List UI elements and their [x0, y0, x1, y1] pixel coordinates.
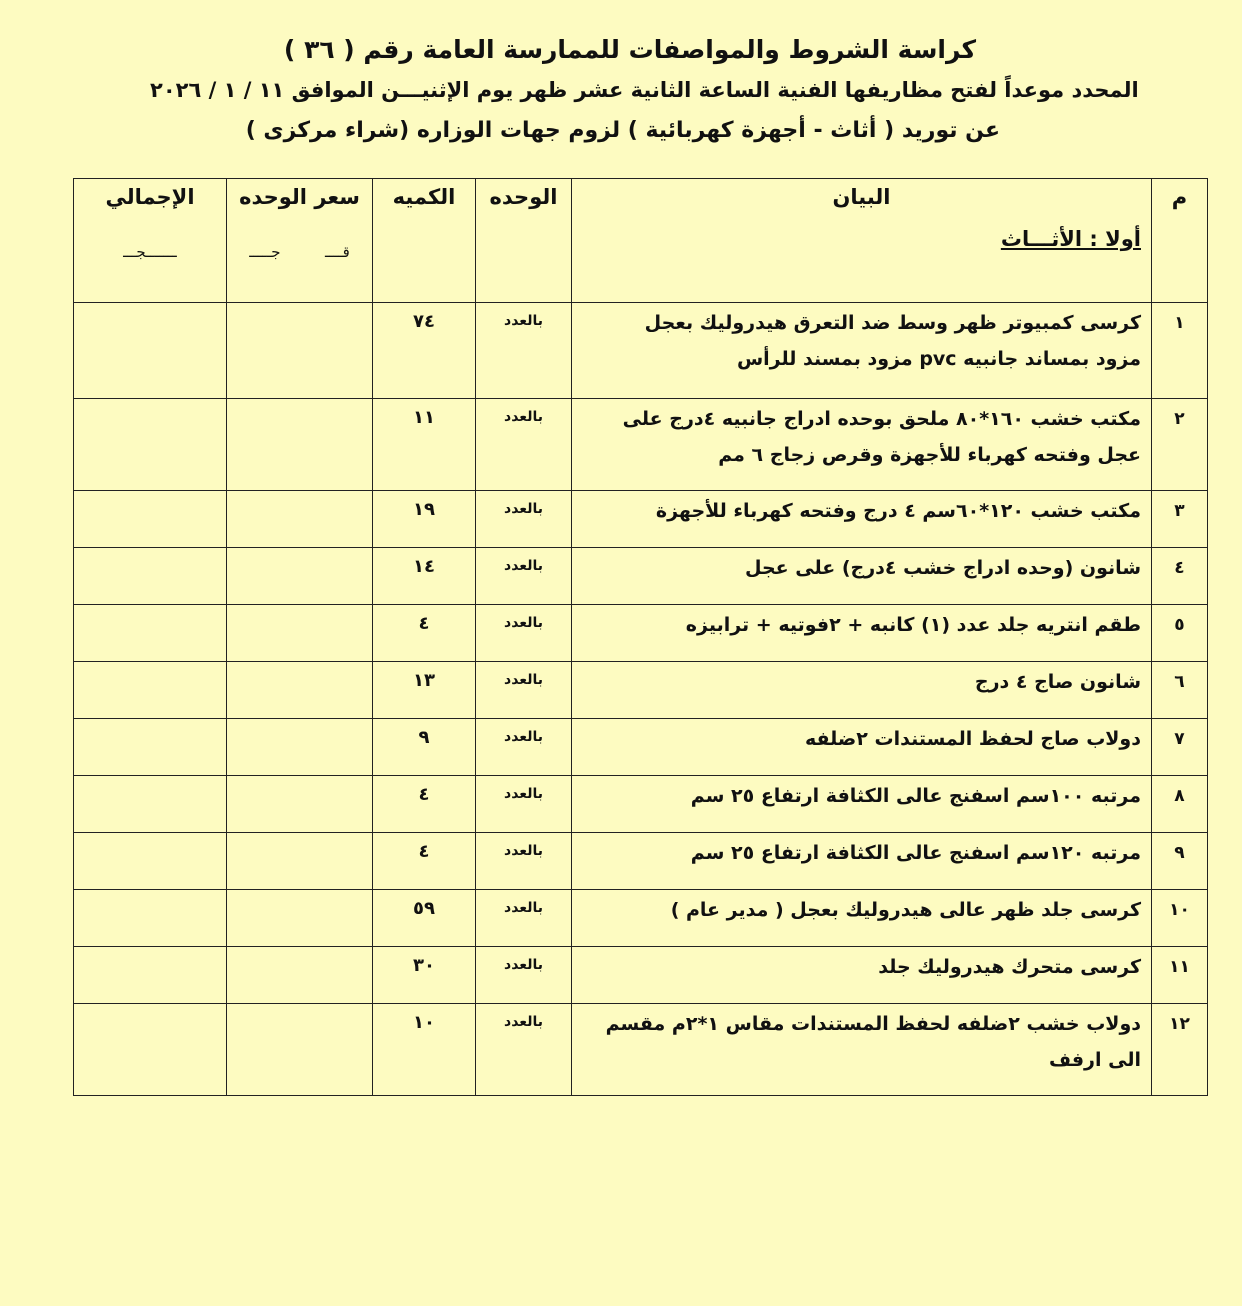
row-description: مرتبه ١٢٠سم اسفنج عالى الكثافة ارتفاع ٢٥ سم	[572, 833, 1152, 890]
row-description: شانون (وحده ادراج خشب ٤درج) على عجل	[572, 548, 1152, 605]
row-unit-price	[227, 662, 373, 719]
row-total	[74, 662, 227, 719]
table-row	[74, 947, 1208, 1004]
table-row	[74, 399, 1208, 491]
document-header	[120, 30, 1140, 152]
row-total	[74, 303, 227, 399]
row-unit-price	[227, 1004, 373, 1096]
price-currency-marks: قــــ جـــــ	[249, 243, 350, 261]
row-unit: بالعدد	[476, 719, 572, 776]
document-title: كراسة الشروط والمواصفات للممارسة العامة رقم ( ٣٦ )	[283, 35, 977, 64]
row-total	[74, 548, 227, 605]
row-number: ٨	[1152, 776, 1208, 833]
section-title: أولا : الأثـــاث	[1000, 227, 1141, 251]
header-unit-price: سعر الوحده قــــ جـــــ	[227, 179, 373, 303]
table-row	[74, 491, 1208, 548]
row-description: مكتب خشب ١٦٠*٨٠ ملحق بوحده ادراج جانبيه ٤درج على عجل وفتحه كهرباء للأجهزة وقرص زجاج ٦ مم	[572, 399, 1152, 491]
row-unit: بالعدد	[476, 890, 572, 947]
row-unit-price	[227, 719, 373, 776]
row-unit-price	[227, 776, 373, 833]
total-currency-mark: ـــــــجـــ	[123, 243, 177, 261]
row-unit: بالعدد	[476, 1004, 572, 1096]
header-description: البيان أولا : الأثـــاث	[572, 179, 1152, 303]
table-row	[74, 776, 1208, 833]
row-quantity: ٤	[373, 605, 476, 662]
row-description: شانون صاج ٤ درج	[572, 662, 1152, 719]
table-row	[74, 662, 1208, 719]
row-total	[74, 719, 227, 776]
items-table	[73, 178, 1208, 1096]
row-unit: بالعدد	[476, 399, 572, 491]
row-number: ٩	[1152, 833, 1208, 890]
row-quantity: ٩	[373, 719, 476, 776]
table-row	[74, 1004, 1208, 1096]
row-unit: بالعدد	[476, 303, 572, 399]
row-quantity: ١٩	[373, 491, 476, 548]
table-row	[74, 890, 1208, 947]
row-description: دولاب خشب ٢ضلفه لحفظ المستندات مقاس ١*٢م مقسم الى ارفف	[572, 1004, 1152, 1096]
row-unit-price	[227, 548, 373, 605]
supply-subject-line: عن توريد ( أثاث - أجهزة كهربائية ) لزوم جهات الوزاره (شراء مركزى )	[245, 118, 1000, 143]
row-number: ٣	[1152, 491, 1208, 548]
row-total	[74, 947, 227, 1004]
row-number: ١٠	[1152, 890, 1208, 947]
header-m: م	[1152, 179, 1208, 303]
row-quantity: ٤	[373, 833, 476, 890]
row-unit: بالعدد	[476, 548, 572, 605]
row-quantity: ٣٠	[373, 947, 476, 1004]
row-description: كرسى متحرك هيدروليك جلد	[572, 947, 1152, 1004]
row-unit-price	[227, 399, 373, 491]
header-quantity: الكميه	[373, 179, 476, 303]
row-unit-price	[227, 491, 373, 548]
row-number: ١٢	[1152, 1004, 1208, 1096]
row-number: ٤	[1152, 548, 1208, 605]
table-row	[74, 833, 1208, 890]
row-description: كرسى كمبيوتر ظهر وسط ضد التعرق هيدروليك بعجل مزود بمساند جانبيه pvc مزود بمسند للرأس	[572, 303, 1152, 399]
row-description: طقم انتريه جلد عدد (١) كانبه + ٢فوتيه + ترابيزه	[572, 605, 1152, 662]
row-description: كرسى جلد ظهر عالى هيدروليك بعجل ( مدير عام )	[572, 890, 1152, 947]
row-quantity: ١٤	[373, 548, 476, 605]
row-unit: بالعدد	[476, 605, 572, 662]
row-quantity: ٥٩	[373, 890, 476, 947]
row-total	[74, 890, 227, 947]
header-unit: الوحده	[476, 179, 572, 303]
table-row	[74, 605, 1208, 662]
row-total	[74, 605, 227, 662]
row-unit-price	[227, 890, 373, 947]
row-unit: بالعدد	[476, 833, 572, 890]
row-total	[74, 776, 227, 833]
header-total: الإجمالي ـــــــجـــ	[74, 179, 227, 303]
row-unit-price	[227, 947, 373, 1004]
row-quantity: ٤	[373, 776, 476, 833]
row-unit: بالعدد	[476, 662, 572, 719]
row-quantity: ١١	[373, 399, 476, 491]
row-number: ٦	[1152, 662, 1208, 719]
row-unit: بالعدد	[476, 776, 572, 833]
row-unit-price	[227, 605, 373, 662]
table-row	[74, 303, 1208, 399]
row-unit: بالعدد	[476, 947, 572, 1004]
table-header-row	[74, 179, 1208, 303]
opening-date-line: المحدد موعداً لفتح مظاريفها الفنية الساعة الثانية عشر ظهر يوم الإثنيـــن الموافق ١١ / ١ / ٢٠٢٦	[150, 78, 1139, 102]
row-description: مرتبه ١٠٠سم اسفنج عالى الكثافة ارتفاع ٢٥ سم	[572, 776, 1152, 833]
row-total	[74, 833, 227, 890]
row-description: مكتب خشب ١٢٠*٦٠سم ٤ درج وفتحه كهرباء للأجهزة	[572, 491, 1152, 548]
table-row	[74, 548, 1208, 605]
row-unit: بالعدد	[476, 491, 572, 548]
row-quantity: ٧٤	[373, 303, 476, 399]
table-row	[74, 719, 1208, 776]
row-total	[74, 399, 227, 491]
row-number: ٥	[1152, 605, 1208, 662]
row-unit-price	[227, 833, 373, 890]
row-quantity: ١٠	[373, 1004, 476, 1096]
row-number: ١١	[1152, 947, 1208, 1004]
row-number: ٢	[1152, 399, 1208, 491]
row-total	[74, 491, 227, 548]
row-quantity: ١٣	[373, 662, 476, 719]
row-number: ٧	[1152, 719, 1208, 776]
row-description: دولاب صاج لحفظ المستندات ٢ضلفه	[572, 719, 1152, 776]
row-unit-price	[227, 303, 373, 399]
row-total	[74, 1004, 227, 1096]
row-number: ١	[1152, 303, 1208, 399]
